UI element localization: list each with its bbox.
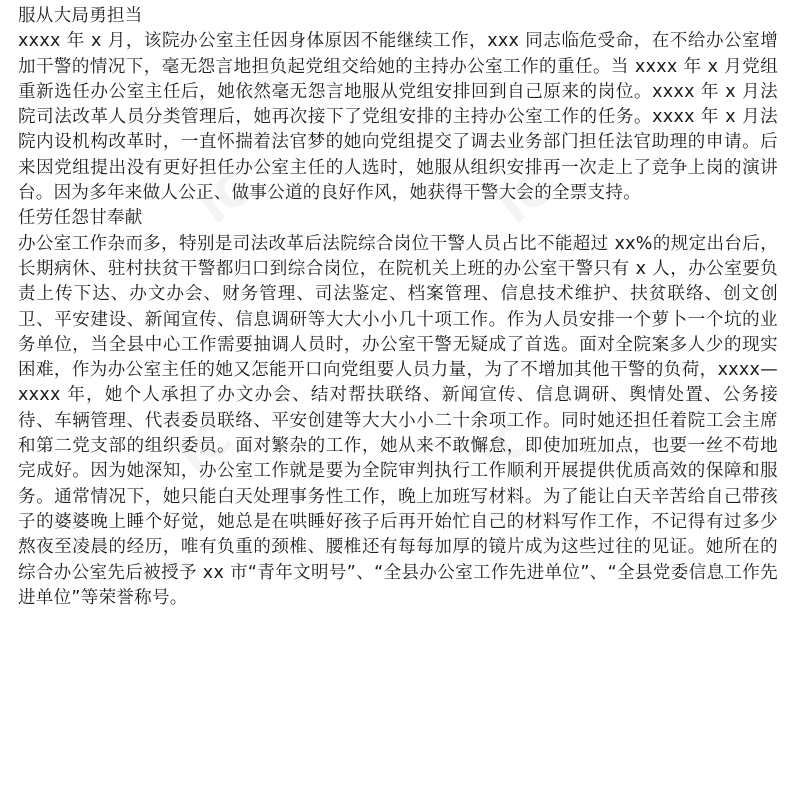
document-body	[18, 4, 778, 611]
section-paragraph: xxxx 年 x 月，该院办公室主任因身体原因不能继续工作，xxx 同志临危受命，在不给办公室增加干警的情况下，毫无怨言地担负起党组交给她的主持办公室工作的重任。当 xxxx 年 x 月党组重新选任办公室主任后，她依然毫无怨言地服从党组安排回到自己原来的岗位。xxxx 年 x 月法院司法改革人员分类管理后，她再次接下了党组安排的主持办公室工作的任务。xxxx 年 x 月法院内设机构改革时，一直怀揣着法官梦的她向党组提交了调去业务部门担任法官助理的申请。后来因党组提出没有更好担任办公室主任的人选时，她服从组织安排再一次走上了竞争上岗的演讲台。因为多年来做人公正、做事公道的良好作风，她获得干警大会的全票支持。	[18, 31, 778, 204]
section-heading: 任劳任怨甘奉献	[18, 208, 143, 229]
watermark: IC	[468, 410, 543, 484]
watermark: IC	[168, 410, 243, 484]
watermark: IC	[188, 160, 263, 234]
section-paragraph: 办公室工作杂而多，特别是司法改革后法院综合岗位干警人员占比不能超过 xx%的规定出台后，长期病休、驻村扶贫干警都归口到综合岗位，在院机关上班的办公室干警只有 x 人，办公室要负责上传下达、办文办会、财务管理、司法鉴定、档案管理、信息技术维护、扶贫联络、创文创卫、平安建设、新闻宣传、信息调研等大大小小几十项工作。作为人员安排一个萝卜一个坑的业务单位，当全县中心工作需要抽调人员时，办公室干警无疑成了首选。面对全院案多人少的现实困难，作为办公室主任的她又怎能开口向党组要人员力量，为了不增加其他干警的负荷，xxxx—xxxx 年，她个人承担了办文办会、结对帮扶联络、新闻宣传、信息调研、舆情处置、公务接待、车辆管理、代表委员联络、平安创建等大大小小二十余项工作。同时她还担任着院工会主席和第二党支部的组织委员。面对繁杂的工作，她从来不敢懈怠，即使加班加点，也要一丝不苟地完成好。因为她深知，办公室工作就是要为全院审判执行工作顺利开展提供优质高效的保障和服务。通常情况下，她只能白天处理事务性工作，晚上加班写材料。为了能让白天辛苦给自己带孩子的婆婆晚上睡个好觉，她总是在哄睡好孩子后再开始忙自己的材料写作工作，不记得有过多少熬夜至凌晨的经历，唯有负重的颈椎、腰椎还有每每加厚的镜片成为这些过往的见证。她所在的综合办公室先后被授予 xx 市“青年文明号”、“全县办公室工作先进单位”、“全县党委信息工作先进单位”等荣誉称号。	[18, 233, 778, 608]
section-heading: 服从大局勇担当	[18, 6, 143, 26]
watermark: IC	[488, 160, 563, 234]
